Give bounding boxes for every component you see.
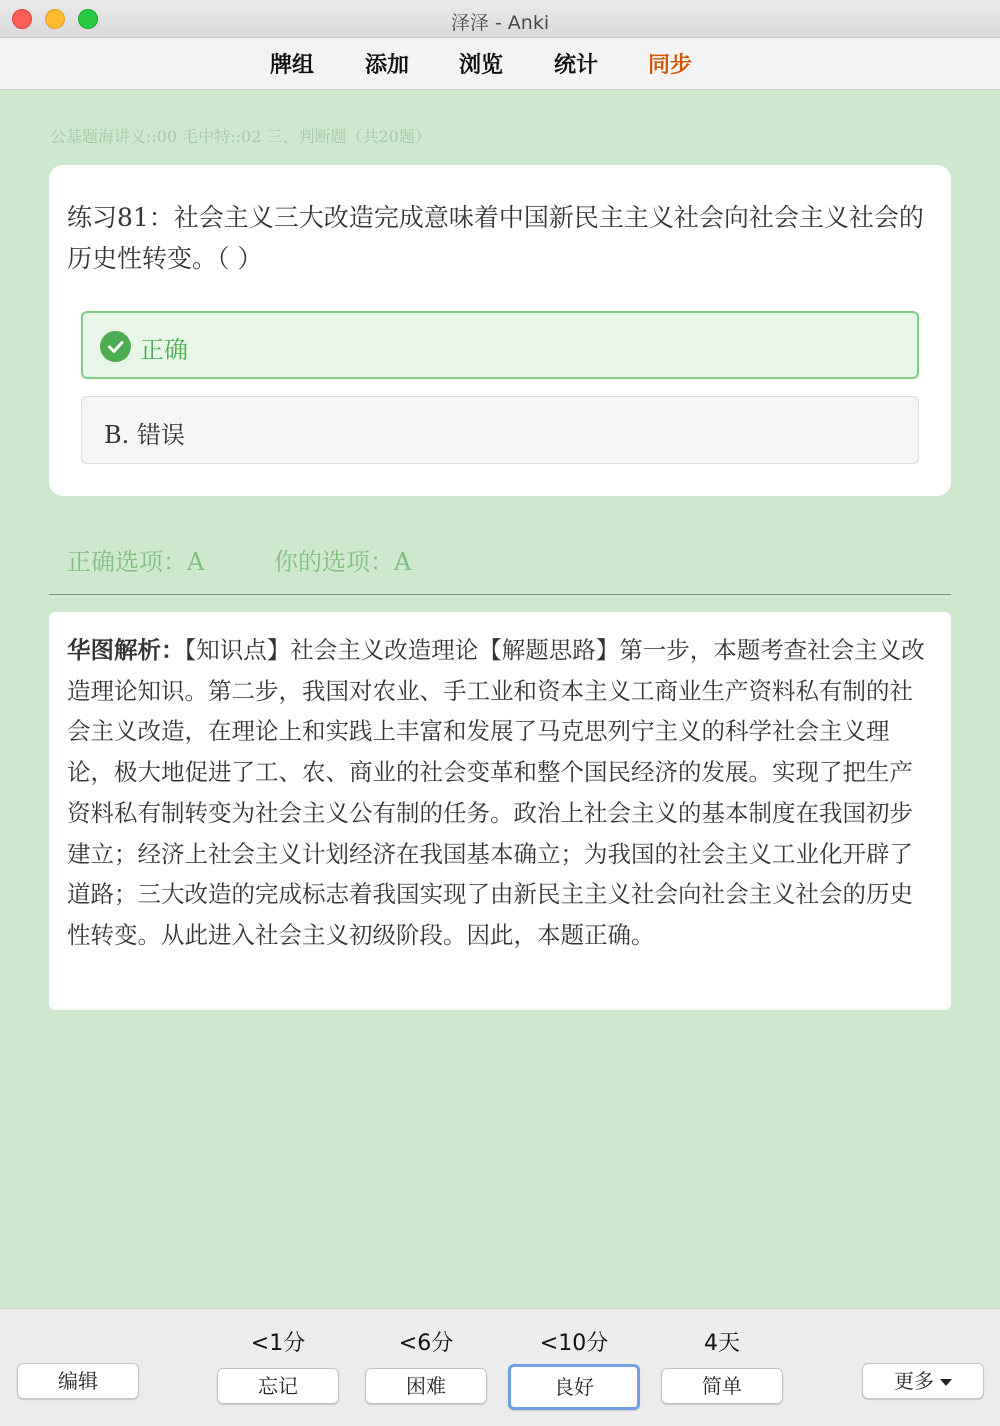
- interval-good: <10分: [539, 1331, 609, 1356]
- more-button[interactable]: [862, 1363, 984, 1399]
- title-bar: [0, 0, 1000, 38]
- interval-again: <1分: [250, 1331, 306, 1356]
- main-toolbar: [0, 38, 1000, 90]
- option-b-label: B. 错误: [104, 421, 185, 449]
- window-title: 泽泽 - Anki: [450, 12, 550, 34]
- interval-hard: <6分: [398, 1331, 454, 1356]
- interval-easy: 4天: [704, 1331, 740, 1356]
- option-a[interactable]: [81, 311, 919, 379]
- question-card: [49, 165, 951, 496]
- explanation-card: [49, 612, 951, 1010]
- nav-decks[interactable]: 牌组: [270, 53, 315, 78]
- nav-sync[interactable]: 同步: [648, 53, 693, 78]
- explanation-title: 华图解析：: [67, 636, 185, 664]
- answer-divider: [49, 594, 951, 595]
- explanation-body: 【知识点】社会主义改造理论【解题思路】第一步，本题考查社会主义改造理论知识。第二步，我国对农业、手工业和资本主义工商业生产资料私有制的社会主义改造，在理论上和实践上丰富和发展了马克思列宁主义的科学社会主义理论，极大地促进了工、农、商业的社会变革和整个国民经济的发展。实现了把生产资料私有制转变为社会主义公有制的任务。政治上社会主义的基本制度在我国初步建立；经济上社会主义计划经济在我国基本确立；为我国的社会主义工业化开辟了道路；三大改造的完成标志着我国实现了由新民主主义社会向社会主义社会的历史性转变。从此进入社会主义初级阶段。因此，本题正确。: [67, 636, 925, 949]
- chevron-down-icon: [940, 1379, 952, 1386]
- check-circle-icon: [100, 331, 131, 362]
- option-b[interactable]: [81, 396, 919, 464]
- hard-button[interactable]: 困难: [365, 1368, 487, 1404]
- nav-stats[interactable]: 统计: [554, 53, 599, 78]
- nav-add[interactable]: 添加: [365, 53, 410, 78]
- card-review-area: [0, 90, 1000, 1308]
- explanation-text: [67, 630, 933, 956]
- option-a-label: 正确: [140, 336, 188, 364]
- good-button[interactable]: 良好: [508, 1364, 640, 1410]
- your-answer: 你的选项：A: [274, 548, 412, 576]
- deck-path: 公基题海讲义::00 毛中特::02 三、判断题（共20题）: [50, 127, 431, 146]
- more-button-label: 更多: [894, 1369, 934, 1393]
- easy-button[interactable]: 简单: [661, 1368, 783, 1404]
- correct-answer: 正确选项：A: [67, 548, 205, 576]
- answer-bar: [0, 1308, 1000, 1426]
- again-button[interactable]: 忘记: [217, 1368, 339, 1404]
- question-text: 练习81：社会主义三大改造完成意味着中国新民主主义社会向社会主义社会的历史性转变。（ ）: [67, 203, 924, 273]
- nav-browse[interactable]: 浏览: [459, 53, 504, 78]
- edit-button[interactable]: 编辑: [17, 1363, 139, 1399]
